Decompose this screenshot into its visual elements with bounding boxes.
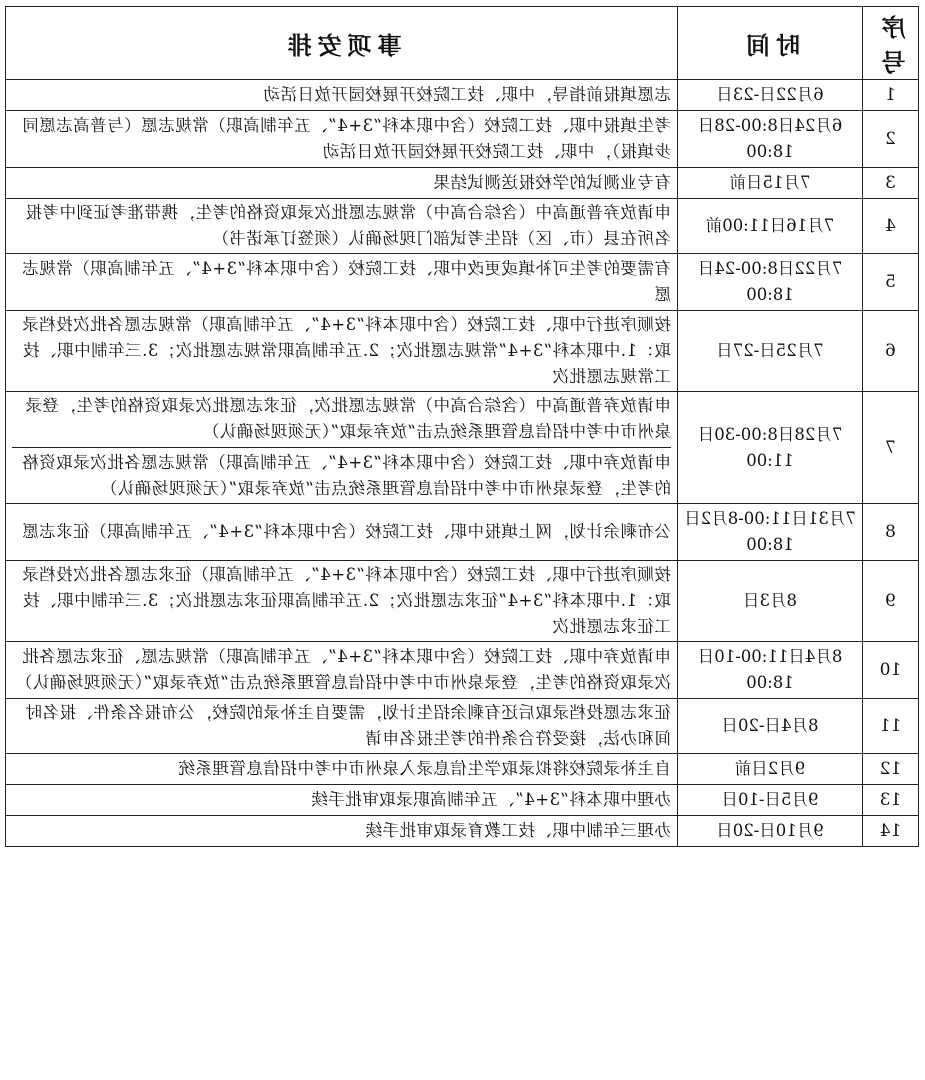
row-item: 按顺序进行中职、技工院校（含中职本科“3+4”、五年制高职）常规志愿各批次投档录取：1.中职本科“3+4”常规志愿批次；2.五年制高职常规志愿批次；3.三年制中职、技工常规志愿批次 (6, 311, 678, 392)
row-item: 申请放弃普通高中（含综合高中）常规志愿批次录取资格的考生，携带准考证到中考报名所在县（市、区）招生考试部门现场确认（须签订承诺书） (6, 199, 678, 254)
row-time: 8月4日11:00-10日18:00 (678, 642, 863, 699)
row-time: 7月16日11:00前 (678, 199, 863, 254)
table-row (6, 504, 919, 561)
row-item: 考生填报中职、技工院校（含中职本科“3+4”、五年制高职）常规志愿（与普高志愿同步填报），中职、技工院校开展校园开放日活动 (6, 111, 678, 168)
header-row (6, 7, 919, 80)
row-seq: 7 (863, 392, 919, 504)
row-item: 办理三年制中职、技工教育录取审批手续 (6, 816, 678, 847)
row-seq: 12 (863, 754, 919, 785)
table-row (6, 254, 919, 311)
row-time: 9月10日-20日 (678, 816, 863, 847)
row-seq: 10 (863, 642, 919, 699)
row-seq: 5 (863, 254, 919, 311)
row-time: 7月22日8:00-24日18:00 (678, 254, 863, 311)
table-row (6, 80, 919, 111)
table-row (6, 754, 919, 785)
table-row (6, 199, 919, 254)
schedule-body (6, 80, 919, 847)
schedule-table (5, 6, 919, 847)
row-item: 志愿填报前指导，中职、技工院校开展校园开放日活动 (6, 80, 678, 111)
row-seq: 14 (863, 816, 919, 847)
row-item: 公布剩余计划，网上填报中职、技工院校（含中职本科“3+4”、五年制高职）征求志愿 (6, 504, 678, 561)
row-time: 6月24日8:00-28日18:00 (678, 111, 863, 168)
row-item: 办理中职本科“3+4”、五年制高职录取审批手续 (6, 785, 678, 816)
table-row (6, 168, 919, 199)
row-time: 6月22日-23日 (678, 80, 863, 111)
row-item-part: 申请放弃普通高中（含综合高中）常规志愿批次，征求志愿批次录取资格的考生，登录泉州市中考中招信息管理系统点击“放弃录取”（无须现场确认） (12, 393, 671, 448)
row-item: 按顺序进行中职、技工院校（含中职本科“3+4”、五年制高职）征求志愿各批次投档录取：1.中职本科“3+4”征求志愿批次；2.五年制高职征求志愿批次；3.三年制中职、技工征求志愿批次 (6, 561, 678, 642)
row-time: 9月5日-10日 (678, 785, 863, 816)
header-item: 事项安排 (6, 7, 678, 80)
row-item-part: 申请放弃中职、技工院校（含中职本科“3+4”、五年制高职）常规志愿各批次录取资格的考生，登录泉州市中考中招信息管理系统点击“放弃录取”（无须现场确认） (21, 453, 671, 498)
table-row (6, 642, 919, 699)
row-item (6, 392, 678, 504)
row-seq: 13 (863, 785, 919, 816)
row-time: 7月15日前 (678, 168, 863, 199)
table-row (6, 561, 919, 642)
row-time: 7月31日11:00-8月2日18:00 (678, 504, 863, 561)
mirrored-schedule (6, 6, 919, 847)
row-seq: 8 (863, 504, 919, 561)
row-seq: 6 (863, 311, 919, 392)
row-time: 8月3日 (678, 561, 863, 642)
row-seq: 1 (863, 80, 919, 111)
row-time: 7月25日-27日 (678, 311, 863, 392)
table-row (6, 392, 919, 504)
header-time: 时间 (678, 7, 863, 80)
row-seq: 9 (863, 561, 919, 642)
row-seq: 2 (863, 111, 919, 168)
row-item: 有专业测试的学校报送测试结果 (6, 168, 678, 199)
header-seq: 序号 (863, 7, 919, 80)
row-time: 7月28日8:00-30日11:00 (678, 392, 863, 504)
table-row (6, 311, 919, 392)
table-row (6, 816, 919, 847)
table-row (6, 699, 919, 754)
row-item: 有需要的考生可补填或更改中职、技工院校（含中职本科“3+4”、五年制高职）常规志愿 (6, 254, 678, 311)
row-time: 8月4日-20日 (678, 699, 863, 754)
row-item: 自主补录院校将拟录取学生信息录入泉州市中考中招信息管理系统 (6, 754, 678, 785)
row-seq: 11 (863, 699, 919, 754)
row-seq: 3 (863, 168, 919, 199)
row-item: 征求志愿投档录取后还有剩余招生计划，需要自主补录的院校，公布报名条件、报名时间和办法，接受符合条件的考生报名申请 (6, 699, 678, 754)
table-row (6, 111, 919, 168)
row-item: 申请放弃中职、技工院校（含中职本科“3+4”、五年制高职）常规志愿、征求志愿各批次录取资格的考生，登录泉州市中考中招信息管理系统点击“放弃录取”（无须现场确认） (6, 642, 678, 699)
row-time: 9月2日前 (678, 754, 863, 785)
table-row (6, 785, 919, 816)
row-seq: 4 (863, 199, 919, 254)
